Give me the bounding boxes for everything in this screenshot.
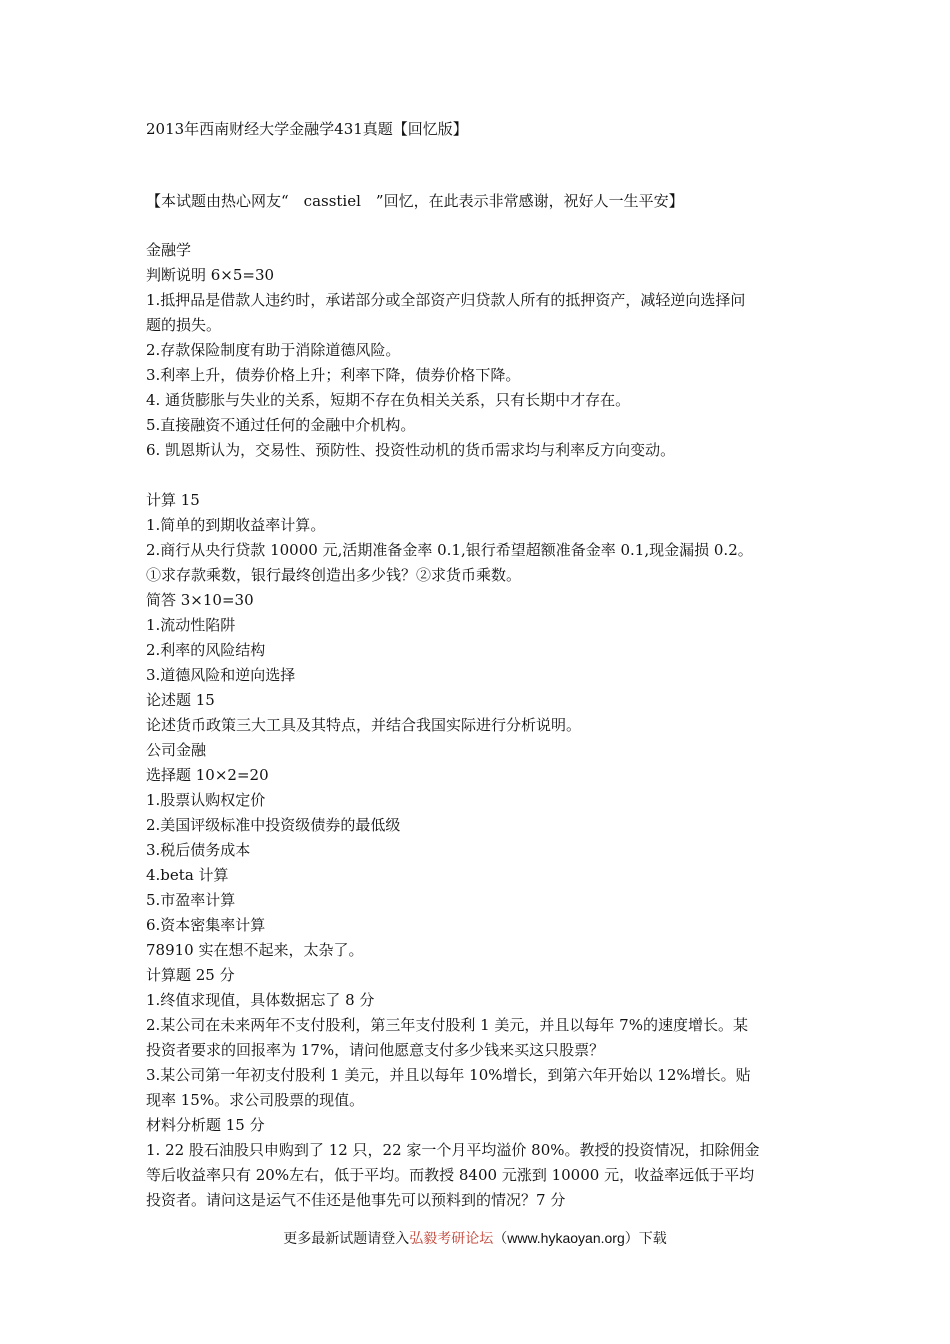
footer-paren-close: ） — [624, 1231, 639, 1247]
question-line: 1.简单的到期收益率计算。 — [146, 516, 326, 534]
question-line: 投资者要求的回报率为 17%，请问他愿意支付多少钱来买这只股票？ — [146, 1041, 605, 1059]
document-title: 2013年西南财经大学金融学431真题【回忆版】 — [146, 120, 468, 138]
question-line: 1.股票认购权定价 — [146, 791, 266, 809]
question-line: 现率 15%。求公司股票的现值。 — [146, 1091, 365, 1109]
site-url[interactable]: www.hykaoyan.org — [507, 1230, 625, 1246]
subsection-heading: 判断说明 6×5=30 — [146, 266, 275, 284]
question-line: 1.终值求现值，具体数据忘了 8 分 — [146, 991, 375, 1009]
question-line: 1.抵押品是借款人违约时，承诺部分或全部资产归贷款人所有的抵押资产，减轻逆向选择问 — [146, 291, 746, 309]
question-line: 3.税后债务成本 — [146, 841, 251, 859]
question-line: 3.道德风险和逆向选择 — [146, 666, 296, 684]
document-body — [146, 238, 812, 1213]
question-line: 论述货币政策三大工具及其特点，并结合我国实际进行分析说明。 — [146, 716, 582, 734]
question-line: 2.存款保险制度有助于消除道德风险。 — [146, 341, 401, 359]
question-line: 4. 通货膨胀与失业的关系，短期不存在负相关关系，只有长期中才存在。 — [146, 391, 631, 409]
footer-suffix: 下载 — [638, 1231, 667, 1247]
question-line: 6.资本密集率计算 — [146, 916, 266, 934]
question-line: 2.美国评级标准中投资级债券的最低级 — [146, 816, 401, 834]
question-line: 2.商行从央行贷款 10000 元,活期准备金率 0.1,银行希望超额准备金率 0.1,现金漏损 0.2。 — [146, 541, 753, 559]
section-heading: 材料分析题 15 分 — [146, 1116, 265, 1134]
section-heading: 计算 15 — [146, 491, 200, 509]
question-line: 2.某公司在未来两年不支付股利，第三年支付股利 1 美元，并且以每年 7%的速度增长。某 — [146, 1016, 748, 1034]
question-line: 2.利率的风险结构 — [146, 641, 266, 659]
question-line: 1.流动性陷阱 — [146, 616, 236, 634]
footer-paren-open: （ — [493, 1231, 508, 1247]
credit-note: 【本试题由热心网友“ casstiel ”回忆，在此表示非常感谢，祝好人一生平安】 — [146, 192, 684, 210]
question-line: 等后收益率只有 20%左右，低于平均。而教授 8400 元涨到 10000 元，收益率远低于平均 — [146, 1166, 755, 1184]
question-line: 4.beta 计算 — [146, 866, 229, 884]
section-heading: 公司金融 — [146, 741, 207, 759]
section-heading: 计算题 25 分 — [146, 966, 235, 984]
forum-link[interactable]: 弘毅考研论坛 — [409, 1231, 494, 1247]
question-line: 1. 22 股石油股只申购到了 12 只，22 家一个月平均溢价 80%。教授的投资情况，扣除佣金 — [146, 1141, 760, 1159]
question-line: 5.直接融资不通过任何的金融中介机构。 — [146, 416, 416, 434]
section-heading: 选择题 10×2=20 — [146, 766, 269, 784]
question-line: 投资者。请问这是运气不佳还是他事先可以预料到的情况？7 分 — [146, 1191, 566, 1209]
question-line: 题的损失。 — [146, 316, 222, 334]
section-heading: 简答 3×10=30 — [146, 591, 254, 609]
section-heading: 金融学 — [146, 241, 192, 259]
question-line: 78910 实在想不起来，太杂了。 — [146, 941, 364, 959]
question-line: 3.利率上升，债券价格上升；利率下降，债券价格下降。 — [146, 366, 521, 384]
question-line: ①求存款乘数，银行最终创造出多少钱？②求货币乘数。 — [146, 566, 522, 584]
question-line: 5.市盈率计算 — [146, 891, 236, 909]
section-heading: 论述题 15 — [146, 691, 215, 709]
page-footer — [0, 1228, 950, 1249]
question-line: 3.某公司第一年初支付股利 1 美元，并且以每年 10%增长，到第六年开始以 12%增长。贴 — [146, 1066, 751, 1084]
footer-prefix: 更多最新试题请登入 — [283, 1231, 410, 1247]
blank-line — [146, 463, 812, 488]
question-line: 6. 凯恩斯认为，交易性、预防性、投资性动机的货币需求均与利率反方向变动。 — [146, 441, 676, 459]
